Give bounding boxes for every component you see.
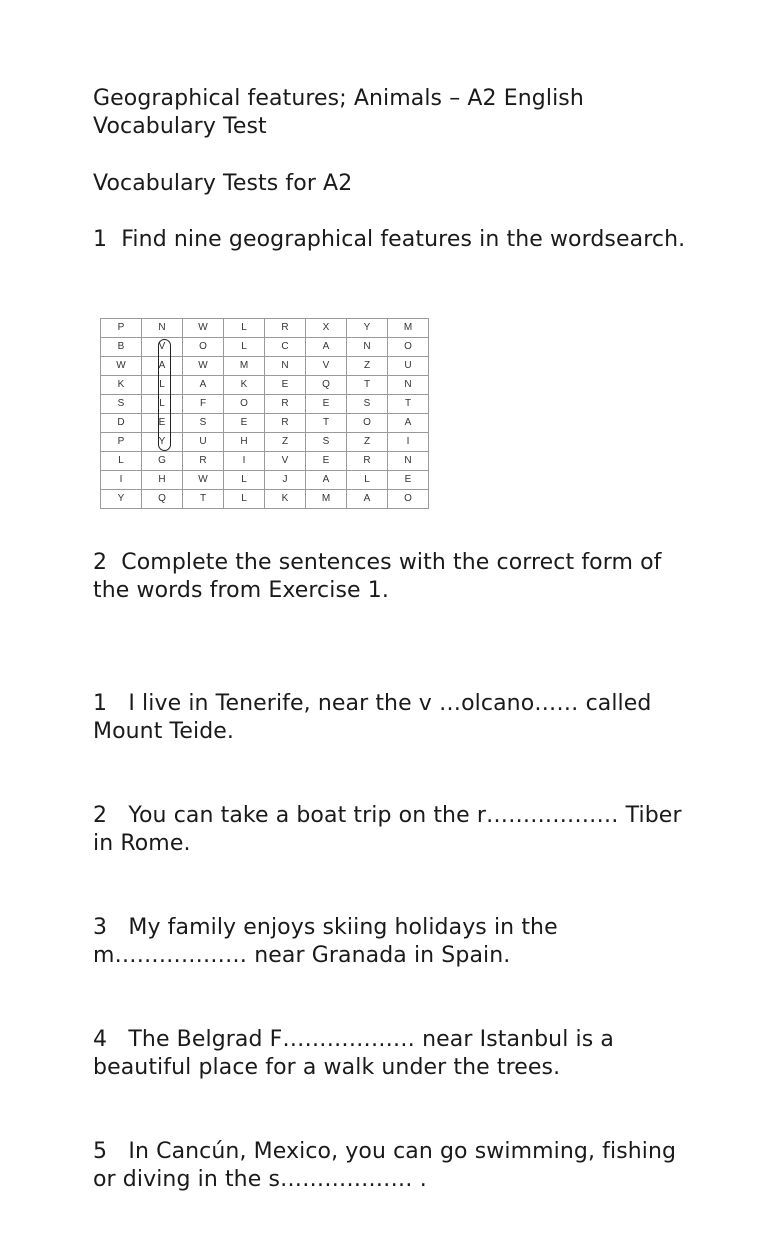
wordsearch-cell: S	[101, 395, 142, 414]
wordsearch-cell: L	[347, 471, 388, 490]
wordsearch-cell: U	[388, 357, 429, 376]
wordsearch-cell: R	[347, 452, 388, 471]
wordsearch-cell: G	[142, 452, 183, 471]
wordsearch-cell: T	[306, 414, 347, 433]
wordsearch-cell: M	[306, 490, 347, 509]
wordsearch-cell: O	[224, 395, 265, 414]
wordsearch-row	[101, 357, 429, 376]
wordsearch-cell: P	[101, 433, 142, 452]
wordsearch-cell: T	[183, 490, 224, 509]
wordsearch-cell: W	[101, 357, 142, 376]
wordsearch-cell: N	[265, 357, 306, 376]
wordsearch-cell: E	[142, 414, 183, 433]
wordsearch-row	[101, 452, 429, 471]
wordsearch-cell: K	[101, 376, 142, 395]
answer-circle-valley	[158, 339, 171, 451]
wordsearch-cell: A	[306, 471, 347, 490]
wordsearch-cell: N	[347, 338, 388, 357]
wordsearch-table	[100, 318, 429, 509]
wordsearch-cell: Q	[306, 376, 347, 395]
wordsearch-row	[101, 414, 429, 433]
wordsearch-cell: M	[224, 357, 265, 376]
wordsearch-row	[101, 319, 429, 338]
wordsearch-cell: L	[142, 376, 183, 395]
wordsearch-cell: L	[224, 490, 265, 509]
wordsearch-cell: A	[347, 490, 388, 509]
sentence-4: 4 The Belgrad F……………… near Istanbul is a beautiful place for a walk under the trees.	[93, 1027, 622, 1080]
wordsearch-cell: R	[265, 395, 306, 414]
wordsearch-cell: W	[183, 471, 224, 490]
wordsearch-cell: E	[306, 452, 347, 471]
wordsearch-cell: E	[224, 414, 265, 433]
wordsearch-cell: Y	[142, 433, 183, 452]
wordsearch-cell: I	[224, 452, 265, 471]
sentence-1: 1 I live in Tenerife, near the v …olcano…… called Mount Teide.	[93, 691, 659, 744]
wordsearch-cell: Y	[101, 490, 142, 509]
wordsearch-cell: R	[183, 452, 224, 471]
wordsearch-cell: E	[388, 471, 429, 490]
wordsearch-cell: S	[306, 433, 347, 452]
wordsearch-row	[101, 471, 429, 490]
wordsearch-cell: O	[388, 490, 429, 509]
wordsearch-cell: X	[306, 319, 347, 338]
wordsearch-cell: L	[101, 452, 142, 471]
wordsearch-cell: T	[388, 395, 429, 414]
wordsearch-cell: W	[183, 319, 224, 338]
wordsearch-cell: S	[347, 395, 388, 414]
wordsearch-row	[101, 338, 429, 357]
wordsearch-cell: L	[142, 395, 183, 414]
page-subtitle: Vocabulary Tests for A2	[93, 171, 353, 196]
wordsearch-grid	[100, 318, 429, 509]
wordsearch-cell: H	[142, 471, 183, 490]
wordsearch-cell: L	[224, 471, 265, 490]
wordsearch-cell: A	[142, 357, 183, 376]
sentence-2: 2 You can take a boat trip on the r……………… Tiber in Rome.	[93, 803, 689, 856]
wordsearch-cell: O	[183, 338, 224, 357]
wordsearch-cell: N	[388, 376, 429, 395]
wordsearch-cell: N	[388, 452, 429, 471]
wordsearch-cell: O	[347, 414, 388, 433]
wordsearch-cell: Y	[347, 319, 388, 338]
wordsearch-cell: U	[183, 433, 224, 452]
wordsearch-cell: E	[265, 376, 306, 395]
wordsearch-cell: L	[224, 338, 265, 357]
wordsearch-row	[101, 395, 429, 414]
wordsearch-cell: P	[101, 319, 142, 338]
sentence-5: 5 In Cancún, Mexico, you can go swimming, fishing or diving in the s……………… .	[93, 1139, 684, 1192]
exercise-1-instruction: 1 Find nine geographical features in the wordsearch.	[93, 227, 686, 252]
wordsearch-cell: Z	[347, 433, 388, 452]
wordsearch-cell: T	[347, 376, 388, 395]
page-title: Geographical features; Animals – A2 English Vocabulary Test	[93, 86, 591, 139]
wordsearch-cell: W	[183, 357, 224, 376]
wordsearch-cell: M	[388, 319, 429, 338]
wordsearch-cell: L	[224, 319, 265, 338]
sentence-list	[93, 634, 693, 1250]
wordsearch-cell: A	[183, 376, 224, 395]
wordsearch-cell: N	[142, 319, 183, 338]
wordsearch-cell: V	[265, 452, 306, 471]
wordsearch-cell: B	[101, 338, 142, 357]
wordsearch-cell: R	[265, 414, 306, 433]
wordsearch-cell: I	[101, 471, 142, 490]
wordsearch-cell: V	[306, 357, 347, 376]
wordsearch-row	[101, 433, 429, 452]
exercise-2-instruction: 2 Complete the sentences with the correct form of the words from Exercise 1.	[93, 550, 669, 603]
sentence-3: 3 My family enjoys skiing holidays in the m……………… near Granada in Spain.	[93, 915, 565, 968]
wordsearch-cell: Z	[265, 433, 306, 452]
wordsearch-cell: R	[265, 319, 306, 338]
wordsearch-cell: Q	[142, 490, 183, 509]
wordsearch-cell: J	[265, 471, 306, 490]
wordsearch-cell: V	[142, 338, 183, 357]
wordsearch-row	[101, 376, 429, 395]
wordsearch-cell: S	[183, 414, 224, 433]
wordsearch-cell: F	[183, 395, 224, 414]
wordsearch-cell: O	[388, 338, 429, 357]
wordsearch-cell: C	[265, 338, 306, 357]
wordsearch-cell: Z	[347, 357, 388, 376]
wordsearch-cell: A	[388, 414, 429, 433]
wordsearch-cell: K	[265, 490, 306, 509]
wordsearch-cell: H	[224, 433, 265, 452]
wordsearch-cell: D	[101, 414, 142, 433]
wordsearch-cell: I	[388, 433, 429, 452]
wordsearch-cell: A	[306, 338, 347, 357]
wordsearch-cell: K	[224, 376, 265, 395]
wordsearch-cell: E	[306, 395, 347, 414]
wordsearch-row	[101, 490, 429, 509]
